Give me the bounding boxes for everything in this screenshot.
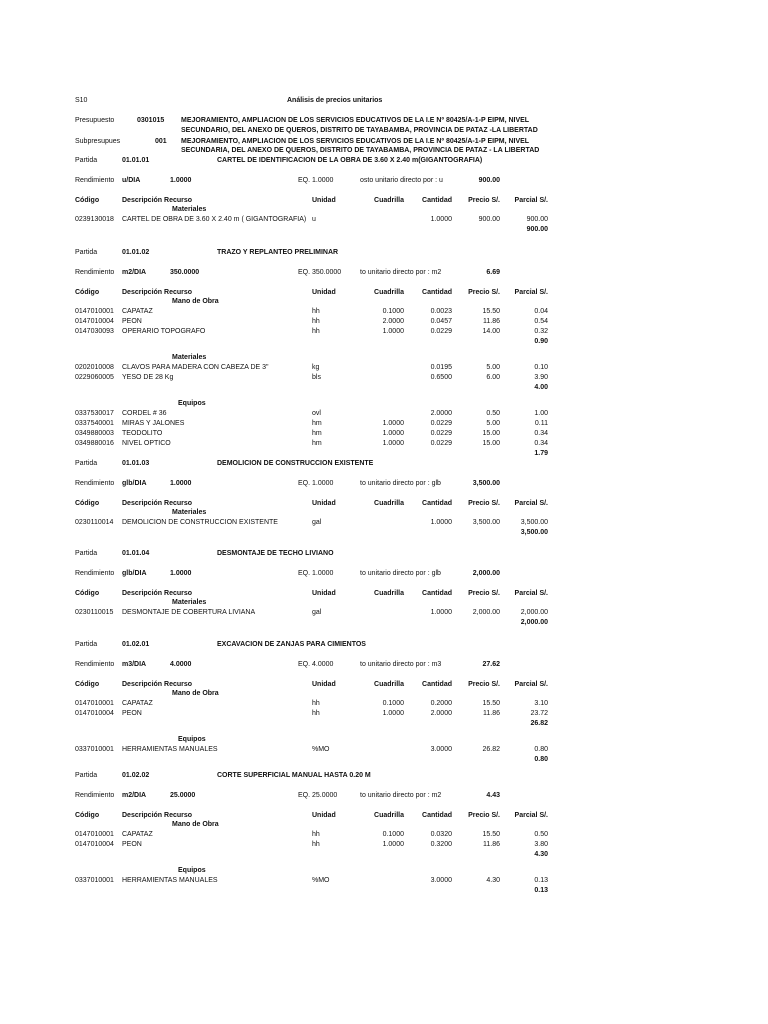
row-parcial: 0.34 bbox=[534, 430, 548, 437]
costo-label: to unitario directo por : m2 bbox=[360, 792, 442, 799]
col-cuadrilla: Cuadrilla bbox=[374, 500, 404, 507]
row-cuadrilla: 1.0000 bbox=[382, 420, 404, 427]
row-desc: OPERARIO TOPOGRAFO bbox=[122, 328, 206, 335]
costo-label: to unitario directo por : glb bbox=[360, 480, 441, 487]
col-parcial: Parcial S/. bbox=[514, 500, 548, 507]
rendimiento-value: 1.0000 bbox=[170, 570, 192, 577]
rendimiento-label: Rendimiento bbox=[75, 480, 115, 487]
rendimiento-label: Rendimiento bbox=[75, 570, 115, 577]
partida-label: Partida bbox=[75, 772, 98, 779]
row-precio: 15.50 bbox=[482, 831, 500, 838]
row-cantidad: 0.0195 bbox=[430, 364, 452, 371]
row-precio: 0.50 bbox=[486, 410, 500, 417]
col-unidad: Unidad bbox=[312, 812, 336, 819]
row-unit: hm bbox=[312, 420, 322, 427]
row-parcial: 3,500.00 bbox=[520, 519, 548, 526]
rendimiento-unit: m2/DIA bbox=[122, 269, 147, 276]
row-code: 0147010001 bbox=[75, 308, 114, 315]
col-parcial: Parcial S/. bbox=[514, 590, 548, 597]
row-desc: HERRAMIENTAS MANUALES bbox=[122, 746, 218, 753]
row-cantidad: 0.2000 bbox=[430, 700, 452, 707]
col-descripcion: Descripción Recurso bbox=[122, 590, 193, 597]
row-cantidad: 1.0000 bbox=[430, 519, 452, 526]
row-code: 0230110015 bbox=[75, 609, 114, 616]
row-precio: 15.50 bbox=[482, 308, 500, 315]
row-desc: DESMONTAJE DE COBERTURA LIVIANA bbox=[122, 609, 256, 616]
row-cuadrilla: 1.0000 bbox=[382, 440, 404, 447]
row-parcial: 0.50 bbox=[534, 831, 548, 838]
group-title: Materiales bbox=[172, 509, 207, 516]
rendimiento-value: 1.0000 bbox=[170, 177, 192, 184]
row-cuadrilla: 0.1000 bbox=[382, 831, 404, 838]
row-unit: hh bbox=[312, 328, 320, 335]
row-cantidad: 2.0000 bbox=[430, 410, 452, 417]
rendimiento-unit: m2/DIA bbox=[122, 792, 147, 799]
row-unit: hh bbox=[312, 710, 320, 717]
group-title: Mano de Obra bbox=[172, 690, 219, 697]
col-cantidad: Cantidad bbox=[422, 289, 452, 296]
row-cantidad: 1.0000 bbox=[430, 216, 452, 223]
col-cuadrilla: Cuadrilla bbox=[374, 590, 404, 597]
group-title: Materiales bbox=[172, 599, 207, 606]
row-code: 0229060005 bbox=[75, 374, 114, 381]
col-unidad: Unidad bbox=[312, 590, 336, 597]
row-unit: hh bbox=[312, 318, 320, 325]
col-unidad: Unidad bbox=[312, 500, 336, 507]
col-cantidad: Cantidad bbox=[422, 812, 452, 819]
col-unidad: Unidad bbox=[312, 681, 336, 688]
row-cantidad: 0.0229 bbox=[430, 420, 452, 427]
group-subtotal: 2,000.00 bbox=[520, 619, 548, 626]
group-subtotal: 1.79 bbox=[534, 450, 548, 457]
row-code: 0337540001 bbox=[75, 420, 114, 427]
group-subtotal: 4.00 bbox=[534, 384, 548, 391]
col-precio: Precio S/. bbox=[468, 590, 500, 597]
row-cuadrilla: 1.0000 bbox=[382, 841, 404, 848]
partida-name: CARTEL DE IDENTIFICACION DE LA OBRA DE 3.60 X 2.40 m(GIGANTOGRAFIA) bbox=[217, 157, 483, 164]
row-cantidad: 0.3200 bbox=[430, 841, 452, 848]
row-parcial: 3.10 bbox=[534, 700, 548, 707]
subpresupuesto-desc-1: MEJORAMIENTO, AMPLIACION DE LOS SERVICIOS EDUCATIVOS DE LA I.E Nº 80425/A-1-P EIPM, NIVEL bbox=[181, 138, 530, 145]
row-unit: gal bbox=[312, 519, 322, 526]
col-parcial: Parcial S/. bbox=[514, 681, 548, 688]
row-code: 0337010001 bbox=[75, 746, 114, 753]
row-precio: 11.86 bbox=[483, 318, 500, 325]
presupuesto-desc-1: MEJORAMIENTO, AMPLIACION DE LOS SERVICIOS EDUCATIVOS DE LA I.E Nº 80425/A-1-P EIPM, NIVEL bbox=[181, 117, 530, 124]
group-title: Materiales bbox=[172, 354, 207, 361]
row-code: 0147010001 bbox=[75, 831, 114, 838]
partida-name: TRAZO Y REPLANTEO PRELIMINAR bbox=[217, 249, 339, 256]
col-precio: Precio S/. bbox=[468, 289, 500, 296]
row-code: 0147010004 bbox=[75, 841, 114, 848]
group-title: Mano de Obra bbox=[172, 821, 219, 828]
row-parcial: 0.32 bbox=[534, 328, 548, 335]
row-desc: MIRAS Y JALONES bbox=[122, 420, 185, 427]
row-parcial: 0.34 bbox=[534, 440, 548, 447]
rendimiento-unit: glb/DIA bbox=[122, 570, 147, 577]
col-cantidad: Cantidad bbox=[422, 500, 452, 507]
row-code: 0147030093 bbox=[75, 328, 114, 335]
row-desc: DEMOLICION DE CONSTRUCCION EXISTENTE bbox=[122, 519, 278, 526]
eq-value: EQ. 1.0000 bbox=[298, 177, 334, 184]
costo-label: osto unitario directo por : u bbox=[360, 177, 443, 184]
partida-code: 01.02.02 bbox=[122, 772, 150, 779]
row-desc: CLAVOS PARA MADERA CON CABEZA DE 3" bbox=[122, 364, 269, 371]
col-descripcion: Descripción Recurso bbox=[122, 812, 193, 819]
group-title: Materiales bbox=[172, 206, 207, 213]
row-cuadrilla: 1.0000 bbox=[382, 328, 404, 335]
col-descripcion: Descripción Recurso bbox=[122, 197, 193, 204]
presupuesto-desc-2: SECUNDARIO, DEL ANEXO DE QUEROS, DISTRITO DE TAYABAMBA, PROVINCIA DE PATAZ -LA LIBERTAD bbox=[181, 127, 538, 134]
row-cantidad: 0.0229 bbox=[430, 440, 452, 447]
row-desc: HERRAMIENTAS MANUALES bbox=[122, 877, 218, 884]
row-parcial: 3.90 bbox=[534, 374, 548, 381]
col-codigo: Código bbox=[75, 590, 100, 597]
row-code: 0202010008 bbox=[75, 364, 114, 371]
col-codigo: Código bbox=[75, 812, 100, 819]
row-precio: 11.86 bbox=[483, 841, 500, 848]
col-cantidad: Cantidad bbox=[422, 197, 452, 204]
row-cantidad: 0.0229 bbox=[430, 328, 452, 335]
row-desc: CAPATAZ bbox=[122, 308, 153, 315]
group-subtotal: 4.30 bbox=[534, 851, 548, 858]
row-parcial: 2,000.00 bbox=[520, 609, 548, 616]
row-unit: u bbox=[312, 216, 316, 223]
costo-value: 6.69 bbox=[486, 269, 500, 276]
row-parcial: 1.00 bbox=[534, 410, 548, 417]
row-code: 0230110014 bbox=[75, 519, 114, 526]
row-precio: 2,000.00 bbox=[472, 609, 500, 616]
col-cuadrilla: Cuadrilla bbox=[374, 812, 404, 819]
row-unit: hh bbox=[312, 308, 320, 315]
col-precio: Precio S/. bbox=[468, 812, 500, 819]
costo-label: to unitario directo por : m2 bbox=[360, 269, 442, 276]
row-cantidad: 0.0320 bbox=[430, 831, 452, 838]
row-unit: hm bbox=[312, 440, 322, 447]
row-cuadrilla: 1.0000 bbox=[382, 710, 404, 717]
row-cantidad: 3.0000 bbox=[430, 877, 452, 884]
row-parcial: 0.54 bbox=[534, 318, 548, 325]
group-title: Equipos bbox=[178, 736, 206, 743]
partida-name: CORTE SUPERFICIAL MANUAL HASTA 0.20 M bbox=[217, 772, 371, 779]
partida-label: Partida bbox=[75, 249, 98, 256]
col-descripcion: Descripción Recurso bbox=[122, 289, 193, 296]
row-parcial: 900.00 bbox=[526, 216, 548, 223]
rendimiento-label: Rendimiento bbox=[75, 661, 115, 668]
eq-value: EQ. 1.0000 bbox=[298, 480, 334, 487]
row-precio: 14.00 bbox=[482, 328, 500, 335]
col-unidad: Unidad bbox=[312, 197, 336, 204]
row-cantidad: 0.0023 bbox=[430, 308, 452, 315]
row-code: 0239130018 bbox=[75, 216, 114, 223]
row-desc: PEON bbox=[122, 841, 142, 848]
row-code: 0349880016 bbox=[75, 440, 114, 447]
partida-label: Partida bbox=[75, 460, 98, 467]
costo-label: to unitario directo por : glb bbox=[360, 570, 441, 577]
partida-code: 01.01.04 bbox=[122, 550, 150, 557]
s10-label: S10 bbox=[75, 97, 88, 104]
rendimiento-value: 1.0000 bbox=[170, 480, 192, 487]
rendimiento-label: Rendimiento bbox=[75, 792, 115, 799]
col-cuadrilla: Cuadrilla bbox=[374, 289, 404, 296]
presupuesto-label: Presupuesto bbox=[75, 117, 115, 124]
row-precio: 900.00 bbox=[478, 216, 500, 223]
rendimiento-label: Rendimiento bbox=[75, 269, 115, 276]
row-precio: 6.00 bbox=[486, 374, 500, 381]
row-precio: 26.82 bbox=[482, 746, 500, 753]
rendimiento-value: 4.0000 bbox=[170, 661, 192, 668]
col-precio: Precio S/. bbox=[468, 681, 500, 688]
row-unit: hm bbox=[312, 430, 322, 437]
partida-name: DEMOLICION DE CONSTRUCCION EXISTENTE bbox=[217, 460, 374, 467]
row-precio: 15.00 bbox=[482, 440, 500, 447]
row-cantidad: 1.0000 bbox=[430, 609, 452, 616]
row-unit: ovl bbox=[312, 410, 321, 417]
col-cuadrilla: Cuadrilla bbox=[374, 681, 404, 688]
row-precio: 15.50 bbox=[482, 700, 500, 707]
costo-value: 3,500.00 bbox=[472, 480, 500, 487]
row-parcial: 23.72 bbox=[530, 710, 548, 717]
row-desc: CARTEL DE OBRA DE 3.60 X 2.40 m ( GIGANTOGRAFIA) bbox=[122, 216, 307, 223]
partida-label: Partida bbox=[75, 641, 98, 648]
row-cantidad: 0.0229 bbox=[430, 430, 452, 437]
partida-code: 01.01.03 bbox=[122, 460, 150, 467]
row-precio: 11.86 bbox=[483, 710, 500, 717]
row-cuadrilla: 0.1000 bbox=[382, 308, 404, 315]
eq-value: EQ. 25.0000 bbox=[298, 792, 338, 799]
partida-label: Partida bbox=[75, 157, 98, 164]
row-parcial: 0.13 bbox=[534, 877, 548, 884]
row-code: 0147010004 bbox=[75, 710, 114, 717]
group-subtotal: 3,500.00 bbox=[520, 529, 548, 536]
costo-value: 900.00 bbox=[478, 177, 500, 184]
row-cantidad: 0.0457 bbox=[430, 318, 452, 325]
rendimiento-label: Rendimiento bbox=[75, 177, 115, 184]
col-precio: Precio S/. bbox=[468, 500, 500, 507]
row-code: 0337530017 bbox=[75, 410, 114, 417]
row-unit: hh bbox=[312, 831, 320, 838]
row-code: 0147010004 bbox=[75, 318, 114, 325]
partida-code: 01.01.02 bbox=[122, 249, 150, 256]
partida-name: EXCAVACION DE ZANJAS PARA CIMIENTOS bbox=[217, 641, 366, 648]
rendimiento-unit: m3/DIA bbox=[122, 661, 147, 668]
row-precio: 3,500.00 bbox=[472, 519, 500, 526]
row-code: 0147010001 bbox=[75, 700, 114, 707]
row-desc: CORDEL # 36 bbox=[122, 410, 167, 417]
partida-name: DESMONTAJE DE TECHO LIVIANO bbox=[217, 550, 334, 557]
group-subtotal: 900.00 bbox=[526, 226, 548, 233]
rendimiento-unit: glb/DIA bbox=[122, 480, 147, 487]
row-unit: hh bbox=[312, 700, 320, 707]
group-subtotal: 0.13 bbox=[534, 887, 548, 894]
partida-code: 01.02.01 bbox=[122, 641, 150, 648]
row-code: 0337010001 bbox=[75, 877, 114, 884]
eq-value: EQ. 350.0000 bbox=[298, 269, 342, 276]
col-parcial: Parcial S/. bbox=[514, 289, 548, 296]
subpresupuesto-code: 001 bbox=[155, 138, 167, 145]
subpresupuesto-label: Subpresupues bbox=[75, 138, 121, 145]
subpresupuesto-desc-2: SECUNDARIA, DEL ANEXO DE QUEROS, DISTRITO DE TAYABAMBA, PROVINCIA DE PATAZ - LA LIBERTAD bbox=[181, 147, 540, 154]
row-parcial: 0.11 bbox=[534, 420, 548, 427]
row-unit: gal bbox=[312, 609, 322, 616]
row-unit: %MO bbox=[312, 877, 330, 884]
row-precio: 4.30 bbox=[486, 877, 500, 884]
row-code: 0349880003 bbox=[75, 430, 114, 437]
row-cantidad: 2.0000 bbox=[430, 710, 452, 717]
row-parcial: 0.80 bbox=[534, 746, 548, 753]
row-desc: TEODOLITO bbox=[122, 430, 163, 437]
col-parcial: Parcial S/. bbox=[514, 197, 548, 204]
col-cantidad: Cantidad bbox=[422, 590, 452, 597]
row-precio: 5.00 bbox=[486, 420, 500, 427]
row-parcial: 3.80 bbox=[534, 841, 548, 848]
costo-value: 27.62 bbox=[482, 661, 500, 668]
rendimiento-value: 25.0000 bbox=[170, 792, 196, 799]
row-desc: NIVEL OPTICO bbox=[122, 440, 171, 447]
row-desc: PEON bbox=[122, 710, 142, 717]
costo-value: 2,000.00 bbox=[472, 570, 500, 577]
row-desc: CAPATAZ bbox=[122, 700, 153, 707]
row-precio: 5.00 bbox=[486, 364, 500, 371]
costo-value: 4.43 bbox=[486, 792, 500, 799]
col-codigo: Código bbox=[75, 500, 100, 507]
col-descripcion: Descripción Recurso bbox=[122, 681, 193, 688]
col-cuadrilla: Cuadrilla bbox=[374, 197, 404, 204]
group-title: Equipos bbox=[178, 867, 206, 874]
row-cantidad: 3.0000 bbox=[430, 746, 452, 753]
col-codigo: Código bbox=[75, 289, 100, 296]
row-unit: hh bbox=[312, 841, 320, 848]
row-unit: %MO bbox=[312, 746, 330, 753]
col-codigo: Código bbox=[75, 681, 100, 688]
row-desc: CAPATAZ bbox=[122, 831, 153, 838]
row-parcial: 0.04 bbox=[534, 308, 548, 315]
row-unit: bls bbox=[312, 374, 321, 381]
eq-value: EQ. 1.0000 bbox=[298, 570, 334, 577]
group-title: Equipos bbox=[178, 400, 206, 407]
row-unit: kg bbox=[312, 364, 320, 371]
col-cantidad: Cantidad bbox=[422, 681, 452, 688]
group-subtotal: 26.82 bbox=[530, 720, 548, 727]
rendimiento-unit: u/DIA bbox=[122, 177, 141, 184]
col-precio: Precio S/. bbox=[468, 197, 500, 204]
group-subtotal: 0.80 bbox=[534, 756, 548, 763]
page-title: Análisis de precios unitarios bbox=[287, 97, 383, 104]
group-title: Mano de Obra bbox=[172, 298, 219, 305]
group-subtotal: 0.90 bbox=[534, 338, 548, 345]
partida-code: 01.01.01 bbox=[122, 157, 150, 164]
row-cuadrilla: 0.1000 bbox=[382, 700, 404, 707]
eq-value: EQ. 4.0000 bbox=[298, 661, 334, 668]
rendimiento-value: 350.0000 bbox=[170, 269, 200, 276]
row-cuadrilla: 1.0000 bbox=[382, 430, 404, 437]
presupuesto-code: 0301015 bbox=[137, 117, 165, 124]
partida-label: Partida bbox=[75, 550, 98, 557]
col-descripcion: Descripción Recurso bbox=[122, 500, 193, 507]
row-desc: YESO DE 28 Kg bbox=[122, 374, 174, 381]
col-codigo: Código bbox=[75, 197, 100, 204]
row-desc: PEON bbox=[122, 318, 142, 325]
row-precio: 15.00 bbox=[482, 430, 500, 437]
col-unidad: Unidad bbox=[312, 289, 336, 296]
row-cantidad: 0.6500 bbox=[430, 374, 452, 381]
costo-label: to unitario directo por : m3 bbox=[360, 661, 442, 668]
col-parcial: Parcial S/. bbox=[514, 812, 548, 819]
row-parcial: 0.10 bbox=[534, 364, 548, 371]
row-cuadrilla: 2.0000 bbox=[382, 318, 404, 325]
